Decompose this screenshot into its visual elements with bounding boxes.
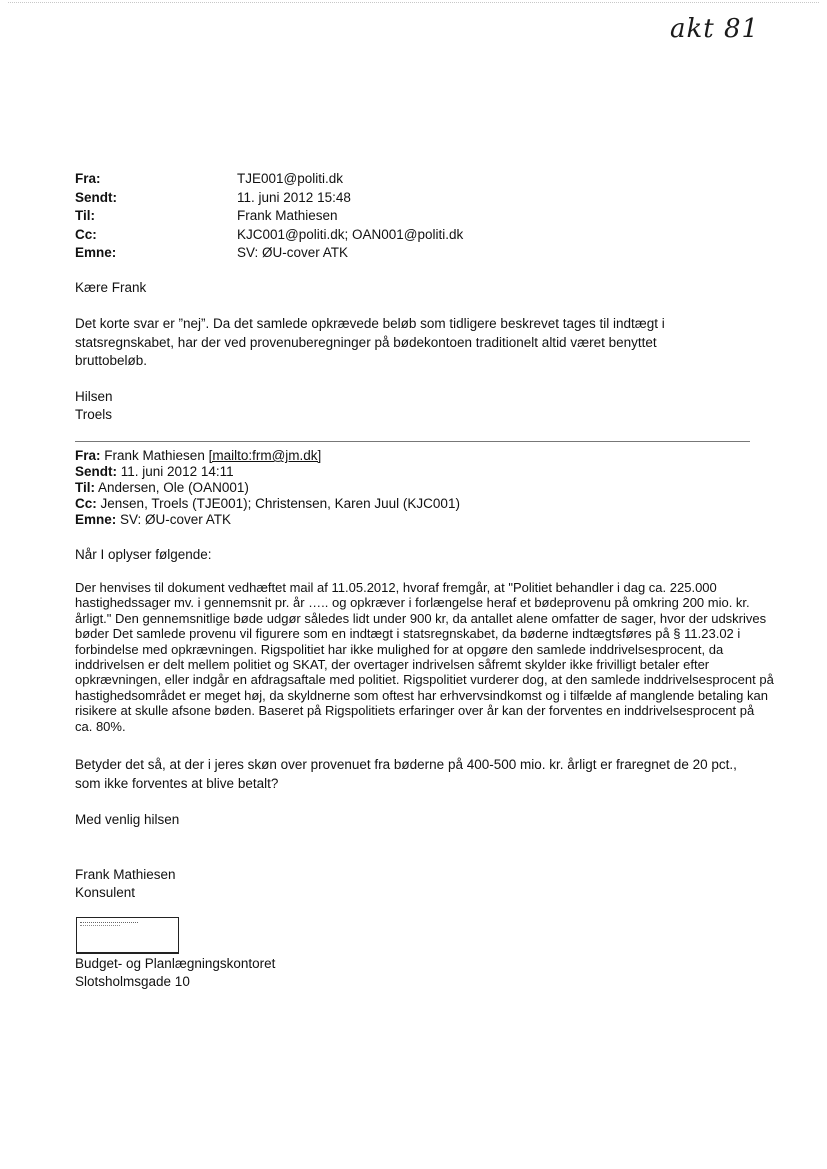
quoted-subject-value: SV: ØU-cover ATK bbox=[120, 512, 232, 527]
office-name: Budget- og Planlægningskontoret bbox=[75, 956, 276, 971]
quoted-intro: Når I oplyser følgende: bbox=[75, 547, 212, 562]
reply-greeting: Kære Frank bbox=[75, 280, 147, 295]
quoted-sent-label: Sendt: bbox=[75, 464, 117, 479]
cc-label: Cc: bbox=[75, 226, 97, 242]
quoted-from-name: Frank Mathiesen bbox=[104, 448, 205, 463]
subject-value: SV: ØU-cover ATK bbox=[237, 245, 349, 260]
quoted-header bbox=[75, 448, 460, 528]
redaction-mark bbox=[80, 925, 120, 926]
scan-edge-line bbox=[8, 2, 819, 3]
sent-label: Sendt: bbox=[75, 189, 117, 205]
sent-value: 11. juni 2012 15:48 bbox=[237, 189, 351, 205]
quote-divider bbox=[75, 441, 750, 442]
from-label: Fra: bbox=[75, 171, 101, 186]
email-header bbox=[75, 170, 463, 263]
redaction-mark bbox=[80, 922, 138, 923]
quoted-question: Betyder det så, at der i jeres skøn over provenuet fra bøderne på 400-500 mio. kr. årligt er fraregnet de 20 pct., som ikke forventes at blive betalt? bbox=[75, 757, 737, 791]
signature-title: Konsulent bbox=[75, 885, 136, 900]
from-value: TJE001@politi.dk bbox=[237, 171, 344, 186]
quoted-sent-value: 11. juni 2012 14:11 bbox=[120, 464, 234, 479]
reply-paragraph: Det korte svar er ”nej”. Da det samlede opkrævede beløb som tidligere beskrevet tages til indtægt i statsregnskabet, har der ved provenuberegninger på bødekontoen traditionelt altid været benyttet bruttobeløb. bbox=[75, 316, 665, 368]
to-value: Frank Mathiesen bbox=[237, 208, 338, 223]
quoted-from-label: Fra: bbox=[75, 448, 101, 463]
quoted-body: Der henvises til dokument vedhæftet mail af 11.05.2012, hvoraf fremgår, at "Politiet behandler i dag ca. 225.000 hastighedssager mv. i gennemsnit pr. år ….. og opkræver i forlængelse heraf et bødeprovenu på omkring 200 mio. kr. årligt." Den gennemsnitlige bøde udgør således lidt under 900 kr, da antallet alene omfatter de sager, hvor der udskrives bøder Det samlede provenu vil figurere som en indtægt i statsregnskabet, da bøderne indtægtsføres på § 11.23.02 i forbindelse med opkrævningen. Rigspolitiet har ikke mulighed for at opgøre den samlede inddrivelsesprocent, da inddrivelsen er delt mellem politiet og SKAT, der overtager indrivelsen såfremt skylder ikke frivilligt betaler efter opkrævningen, eller indgår en afdragsaftale med politiet. Rigspolitiet vurderer dog, at den samlede inddrivelsesprocent på hastighedsområdet er meget høj, da skyldnerne som oftest har erhvervsindkomst og i tilfælde af manglende betaling kan risikere at skulle afsone bøden. Baseret på Rigspolitiets erfaringer over år kan der forventes en inddrivelsesprocent på ca. 80%. bbox=[75, 580, 774, 734]
quoted-to-label: Til: bbox=[75, 480, 95, 495]
subject-label: Emne: bbox=[75, 245, 117, 260]
quoted-subject-label: Emne: bbox=[75, 512, 117, 527]
cc-value: KJC001@politi.dk; OAN001@politi.dk bbox=[237, 226, 464, 242]
mailto-link[interactable]: [mailto:frm@jm.dk] bbox=[208, 448, 322, 463]
quoted-closing: Med venlig hilsen bbox=[75, 812, 180, 827]
to-label: Til: bbox=[75, 208, 95, 223]
quoted-to-value: Andersen, Ole (OAN001) bbox=[98, 480, 249, 495]
reply-closing: Hilsen bbox=[75, 389, 113, 404]
signature-name: Frank Mathiesen bbox=[75, 867, 176, 882]
office-address: Slotsholmsgade 10 bbox=[75, 974, 190, 989]
handwritten-annotation: akt 81 bbox=[670, 14, 760, 44]
reply-signature: Troels bbox=[75, 407, 113, 422]
quoted-cc-value: Jensen, Troels (TJE001); Christensen, Karen Juul (KJC001) bbox=[100, 496, 460, 511]
signature-image-placeholder bbox=[76, 917, 179, 954]
quoted-cc-label: Cc: bbox=[75, 496, 97, 511]
